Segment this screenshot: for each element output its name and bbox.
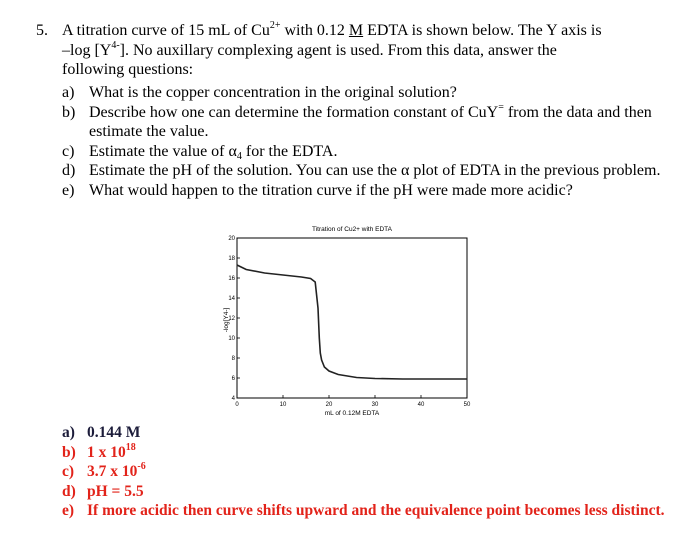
- x-axis-ticks: [235, 395, 471, 408]
- question-intro: [62, 21, 662, 80]
- intro-text-3: EDTA is shown below. The Y axis is: [363, 22, 602, 39]
- y-tick-label: 18: [228, 256, 235, 263]
- subquestion-text: Estimate the pH of the solution. You can use the α plot of EDTA in the previous problem.: [89, 162, 661, 179]
- question-line-2: [62, 41, 662, 61]
- intro-text-1: A titration curve of 15 mL of Cu: [62, 22, 270, 39]
- answer-label: e): [62, 502, 75, 519]
- answer-c: [62, 462, 667, 482]
- line2-text-1: –log [Y: [62, 41, 112, 59]
- subquestion-text: Describe how one can determine the formation constant of CuY: [89, 103, 499, 121]
- subquestion-label: e): [62, 181, 75, 199]
- answer-list: [62, 423, 667, 521]
- x-tick-label: 0: [235, 402, 239, 408]
- x-tick-label: 40: [417, 402, 425, 408]
- molarity-unit: M: [348, 22, 364, 39]
- line2-charge-sup: 4-: [111, 39, 120, 51]
- subquestion-b: [62, 103, 662, 142]
- intro-charge-sup: 2+: [269, 20, 281, 31]
- answer-label: c): [62, 463, 75, 480]
- line2-text-2: ]. No auxillary complexing agent is used. From this data, answer the: [119, 41, 557, 59]
- x-axis-label: mL of 0.12M EDTA: [324, 410, 380, 417]
- subquestion-text: What would happen to the titration curve if the pH were made more acidic?: [89, 181, 573, 199]
- answer-label: b): [62, 443, 76, 461]
- alpha-subscript: 4: [236, 150, 242, 162]
- y-tick-label: 14: [228, 296, 235, 303]
- subquestion-c: [62, 142, 662, 162]
- y-tick-label: 20: [228, 236, 235, 243]
- subquestion-text-2: from the data and then estimate the value.: [89, 103, 652, 140]
- subquestion-d: [62, 161, 662, 181]
- answer-label: a): [62, 424, 75, 441]
- y-tick-label: 6: [231, 376, 235, 383]
- x-tick-label: 50: [463, 402, 471, 408]
- plot-frame: [237, 238, 467, 398]
- x-tick-label: 30: [371, 402, 379, 408]
- y-tick-label: 12: [228, 316, 235, 323]
- subquestion-text: What is the copper concentration in the original solution?: [89, 84, 457, 101]
- answer-text: If more acidic then curve shifts upward and the equivalence point becomes less distinct.: [87, 502, 665, 519]
- subquestion-a: [62, 83, 662, 103]
- y-axis-ticks: [228, 236, 240, 402]
- subquestion-label: d): [62, 162, 76, 179]
- answer-exponent: 18: [125, 441, 136, 453]
- subquestion-e: [62, 181, 662, 201]
- answer-a: [62, 423, 667, 443]
- question-line-3: following questions:: [62, 61, 194, 78]
- titration-chart: [213, 222, 473, 418]
- question-number: 5.: [36, 22, 48, 39]
- subquestion-label: c): [62, 142, 75, 160]
- intro-text-2: with 0.12: [280, 22, 349, 39]
- subquestion-label: b): [62, 103, 76, 121]
- question-line-1: [62, 21, 662, 41]
- subquestion-label: a): [62, 84, 75, 101]
- y-tick-label: 10: [228, 336, 235, 343]
- answer-e: [62, 501, 667, 521]
- subquestion-list: [62, 83, 662, 200]
- x-tick-label: 10: [279, 402, 287, 408]
- subquestion-text-2: for the EDTA.: [241, 142, 338, 160]
- answer-b: [62, 443, 667, 463]
- answer-text: pH = 5.5: [87, 482, 144, 500]
- titration-curve-line: [237, 265, 467, 379]
- y-axis-label: -log[Y4-]: [223, 307, 230, 333]
- y-tick-label: 8: [231, 356, 235, 363]
- charge-sup: =: [498, 101, 504, 113]
- answer-text: 1 x 10: [87, 443, 126, 461]
- answer-label: d): [62, 482, 76, 500]
- answer-exponent: -6: [137, 461, 146, 472]
- answer-text: 0.144 M: [87, 424, 141, 441]
- answer-text: 3.7 x 10: [87, 463, 138, 480]
- chart-title: Titration of Cu2+ with EDTA: [311, 226, 393, 233]
- y-tick-label: 4: [231, 396, 235, 403]
- x-tick-label: 20: [325, 402, 333, 408]
- subquestion-text: Estimate the value of α: [89, 142, 237, 160]
- answer-d: [62, 482, 667, 502]
- y-tick-label: 16: [228, 276, 235, 283]
